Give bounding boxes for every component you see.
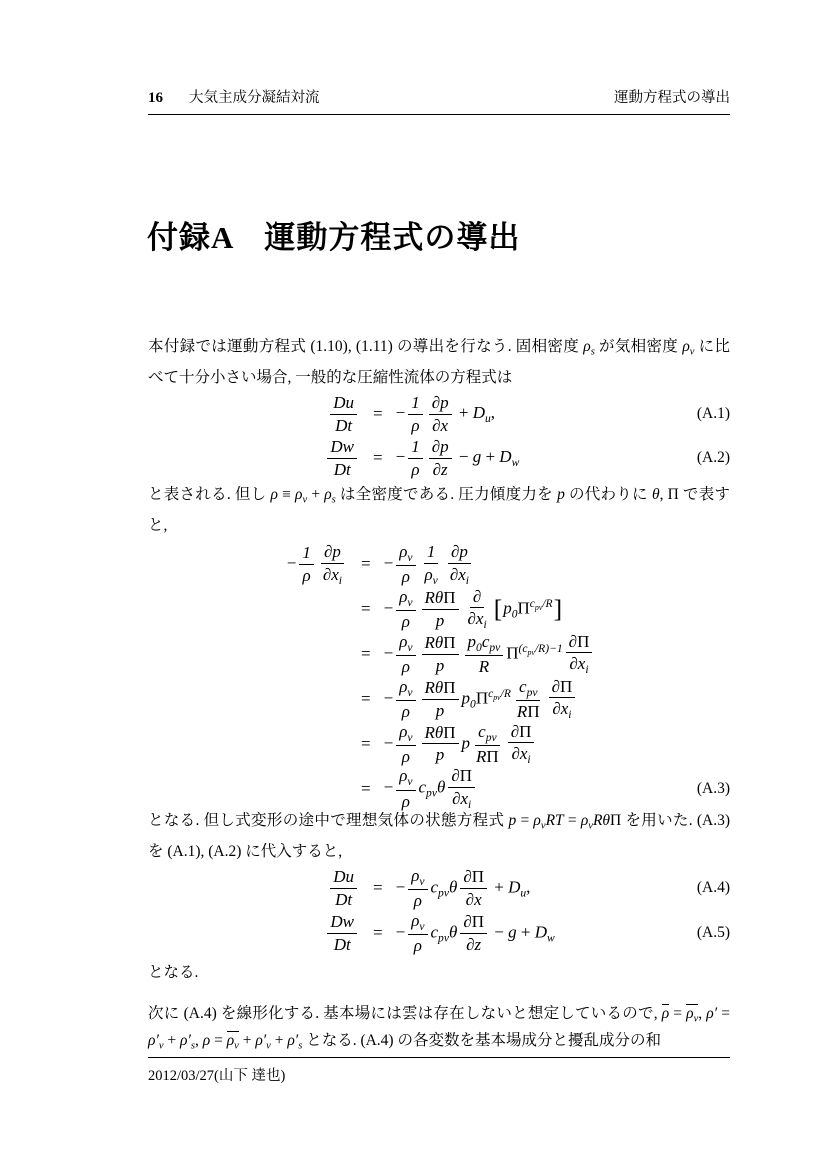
equals-sign: = (361, 733, 371, 753)
paragraph-conclusion: となる. (148, 964, 199, 981)
chapter-label-prefix: 付録 (147, 220, 211, 255)
equation-group-result (148, 866, 730, 956)
derivation-step-4 (148, 677, 730, 722)
derivation-step-1 (148, 542, 730, 587)
equation-a4 (148, 866, 730, 911)
derivation-step-2 (148, 587, 730, 632)
equation-a1 (148, 392, 730, 436)
page-number: 16 (148, 90, 163, 106)
equation-a5-lhs: $\frac{Dw}{Dt}$ (148, 912, 360, 954)
derivation-rhs: − $\frac{\rho_v}{\rho}$ $\frac{\text{RθΠ}}{p}$ p $\frac{c_{pv}}{R\Pi}$ $\frac{\partial\Pi}{\partial x_i}$ (384, 722, 538, 767)
equation-a2-lhs: $\frac{Dw}{Dt}$ (148, 437, 360, 479)
page-header (148, 86, 730, 115)
derivation-rhs: − $\frac{\rho_v}{\rho}$ $\frac{\text{RθΠ}}{p}$ $p_0\Pi^{c_{pv}/R}$ $\frac{c_{pv}}{R\Pi}$ $\frac{\partial\Pi}{\partial x_i}$ (384, 677, 579, 722)
equals-sign: = (361, 689, 371, 709)
chapter-title-text: 運動方程式の導出 (264, 220, 521, 255)
equals-sign: = (361, 554, 371, 574)
derivation-block (148, 542, 730, 811)
equation-label-a3: (A.3) (696, 779, 730, 797)
equation-label-a4: (A.4) (696, 879, 730, 897)
equation-a2-rhs: − $\frac{1}{\rho}$ $\frac{\partial p}{\partial z}$ − $g + D_w$ (395, 436, 520, 479)
equation-label-a5: (A.5) (696, 924, 730, 942)
equation-a2 (148, 436, 730, 480)
derivation-step-3 (148, 632, 730, 677)
paragraph-state-equation: となる. 但し式変形の途中で理想気体の状態方程式 $p = \rho_vRT = \rho_vR\theta\Pi$ を用いた. (A.3) を (A.1), (A.2) に代入すると, (148, 812, 730, 860)
page-footer (148, 1057, 730, 1085)
equation-group-momentum (148, 392, 730, 480)
derivation-rhs: − $\frac{\rho_v}{\rho}$ $c_{pv}\theta$ $\frac{\partial\Pi}{\partial x_i}$ (384, 766, 478, 811)
equals-sign: = (361, 778, 371, 798)
equation-label-a1: (A.1) (696, 405, 730, 422)
derivation-step-6 (148, 766, 730, 811)
equation-a5 (148, 911, 730, 956)
derivation-rhs: − $\frac{\rho_v}{\rho}$ $\frac{1}{\rho_v}$ $\frac{\partial p}{\partial x_i}$ (383, 542, 469, 587)
derivation-lhs: − $\frac{1}{\rho}$ $\frac{\partial p}{\partial x_i}$ (286, 542, 342, 587)
paragraph-linearization: 次に (A.4) を線形化する. 基本場には雲は存在しないと想定しているので, $\rho = \rho_v$, $\rho' = \rho'_v + \rho'_s$, $\rho = \rho_v + \rho'_v + \rho'_s$ となる. (A.4) の各変数を基本場成分と擾乱成分の和 (148, 1005, 730, 1052)
equation-a1-lhs: $\frac{Du}{Dt}$ (148, 393, 360, 435)
equals-sign: = (361, 644, 371, 664)
equals-sign: = (373, 923, 383, 943)
equals-sign: = (361, 599, 371, 619)
derivation-rhs: − $\frac{\rho_v}{\rho}$ $\frac{\text{RθΠ}}{p}$ $\frac{\partial}{\partial x_i}$ $[p_0\Pi^{c_{pv}/R}]$ (383, 586, 563, 632)
footer-date-author: 2012/03/27(山下 達也) (148, 1068, 286, 1084)
equals-sign: = (373, 404, 383, 423)
derivation-step-5 (148, 722, 730, 767)
chapter-label-letter: A (211, 220, 235, 255)
equals-sign: = (373, 448, 383, 467)
equals-sign: = (373, 878, 383, 898)
header-left-title: 大気主成分凝結対流 (189, 90, 320, 106)
equation-a5-rhs: − $\frac{\rho_v}{\rho}$ $c_{pv}\theta$ $\frac{\partial\Pi}{\partial z}$ − $g + D_w$ (395, 910, 555, 956)
equation-a1-rhs: − $\frac{1}{\rho}$ $\frac{\partial p}{\partial x}$ + $D_u$, (395, 392, 495, 435)
paragraph-intro: 本付録では運動方程式 (1.10), (1.11) の導出を行なう. 固相密度 $\rho_s$ が気相密度 $\rho_v$ に比べて十分小さい場合, 一般的な圧縮性流体の方程式は (148, 338, 730, 386)
header-right-title: 運動方程式の導出 (614, 90, 730, 106)
paragraph-density: と表される. 但し $\rho \equiv \rho_v + \rho_s$ は全密度である. 圧力傾度力を p の代わりに θ, Π で表すと, (148, 486, 730, 534)
equation-a4-rhs: − $\frac{\rho_v}{\rho}$ $c_{pv}\theta$ $\frac{\partial\Pi}{\partial x}$ + $D_u$, (395, 866, 531, 911)
equation-label-a2: (A.2) (696, 449, 730, 466)
derivation-rhs: − $\frac{\rho_v}{\rho}$ $\frac{\text{RθΠ}}{p}$ $\frac{p_0c_{pv}}{R}$ $\Pi^{(c_{pv}/R)-1}$ $\frac{\partial\Pi}{\partial x_i}$ (384, 632, 596, 677)
chapter-title (147, 212, 520, 257)
equation-a4-lhs: $\frac{Du}{Dt}$ (148, 867, 360, 909)
